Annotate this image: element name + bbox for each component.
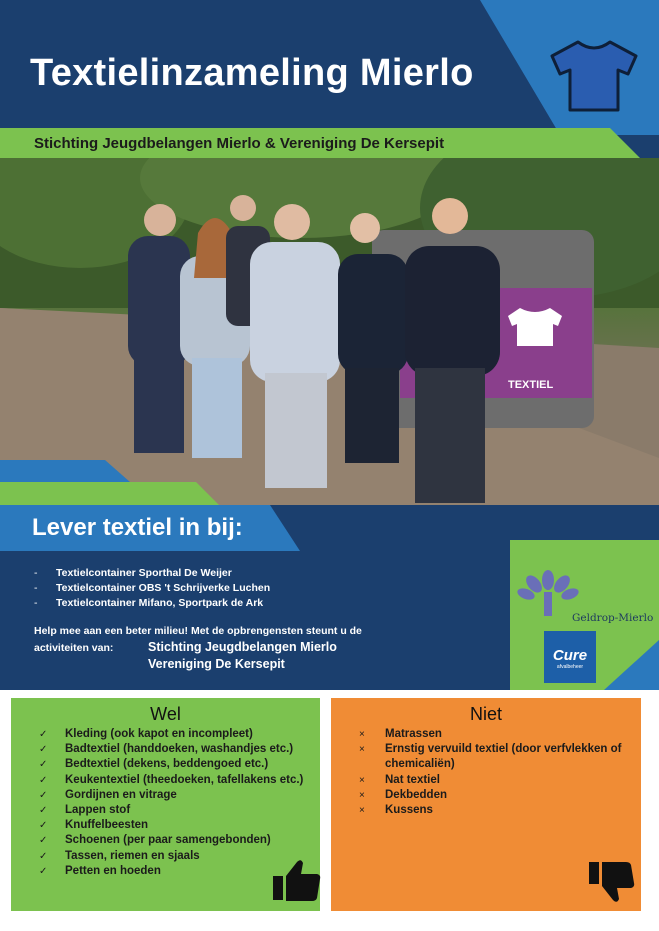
accepted-item: ✓ Schoenen (per paar samengebonden) [39,833,303,848]
rejected-items-box [331,698,641,911]
check-icon: ✓ [39,865,48,877]
accepted-item: ✓ Badtextiel (handdoeken, washandjes etc.) [39,742,303,757]
divider [0,690,659,696]
activities-label: activiteiten van: [34,642,114,654]
accepted-item: ✓ Petten en hoeden [39,864,303,879]
location-item: - Textielcontainer Sporthal De Weijer [34,567,232,579]
check-icon: ✓ [39,759,48,771]
thumbs-down-icon [589,862,635,904]
cure-logo-subtext: afvalbeheer [556,664,584,670]
accepted-item: ✓ Keukentextiel (theedoeken, tafellakens etc.) [39,773,303,788]
cross-icon: × [359,805,365,817]
accepted-title: Wel [150,704,181,724]
rejected-list [359,727,629,818]
tshirt-icon [548,38,640,114]
accepted-item: ✓ Gordijnen en vitrage [39,788,303,803]
rejected-title: Niet [469,704,502,724]
accepted-item: ✓ Lappen stof [39,803,303,818]
check-icon: ✓ [39,850,48,862]
help-text: Help mee aan een beter milieu! Met de opbrengensten steunt u de [34,625,362,637]
cross-icon: × [359,789,365,801]
check-icon: ✓ [39,729,48,740]
check-icon: ✓ [39,835,48,847]
organisation-2: Vereniging De Kersepit [148,657,285,671]
geldrop-mierlo-logo [516,566,580,618]
cure-logo-text: Cure [552,647,588,664]
cross-icon: × [359,744,365,756]
organisation-1: Stichting Jeugdbelangen Mierlo [148,640,337,654]
container-label: TEXTIEL [508,379,554,391]
cross-icon: × [359,729,365,740]
check-icon: ✓ [39,774,48,786]
check-icon: ✓ [39,805,48,817]
accepted-items-box [11,698,320,911]
page-title: Textielinzameling Mierlo [30,52,474,94]
accepted-item: ✓ Kleding (ook kapot en incompleet) [39,727,303,742]
cross-icon: × [359,774,365,786]
rejected-item: × Dekbedden [359,788,629,803]
geldrop-mierlo-label: Geldrop-Mierlo [572,612,654,624]
rejected-item: × Nat textiel [359,773,629,788]
rejected-item: × Ernstig vervuild textiel (door verfvlekken of chemicaliën) [359,743,622,771]
check-icon: ✓ [39,820,48,832]
rejected-item: × Matrassen [359,727,629,742]
check-icon: ✓ [39,744,48,756]
subtitle: Stichting Jeugdbelangen Mierlo & Vereniging De Kersepit [34,135,445,152]
check-icon: ✓ [39,789,48,801]
accepted-item: ✓ Tassen, riemen en sjaals [39,849,303,864]
location-list [34,566,270,611]
thumbs-up-icon [273,858,321,902]
accepted-list [39,727,303,879]
cure-logo [544,631,596,683]
location-item: - Textielcontainer Mifano, Sportpark de Ark [34,597,264,609]
accepted-item: ✓ Knuffelbeesten [39,818,303,833]
accepted-item: ✓ Bedtextiel (dekens, beddengoed etc.) [39,757,303,772]
decor-strip-green [0,482,220,506]
dropoff-title: Lever textiel in bij: [32,514,243,541]
rejected-item: × Kussens [359,803,629,818]
location-item: - Textielcontainer OBS 't Schrijverke Luchen [34,582,271,594]
